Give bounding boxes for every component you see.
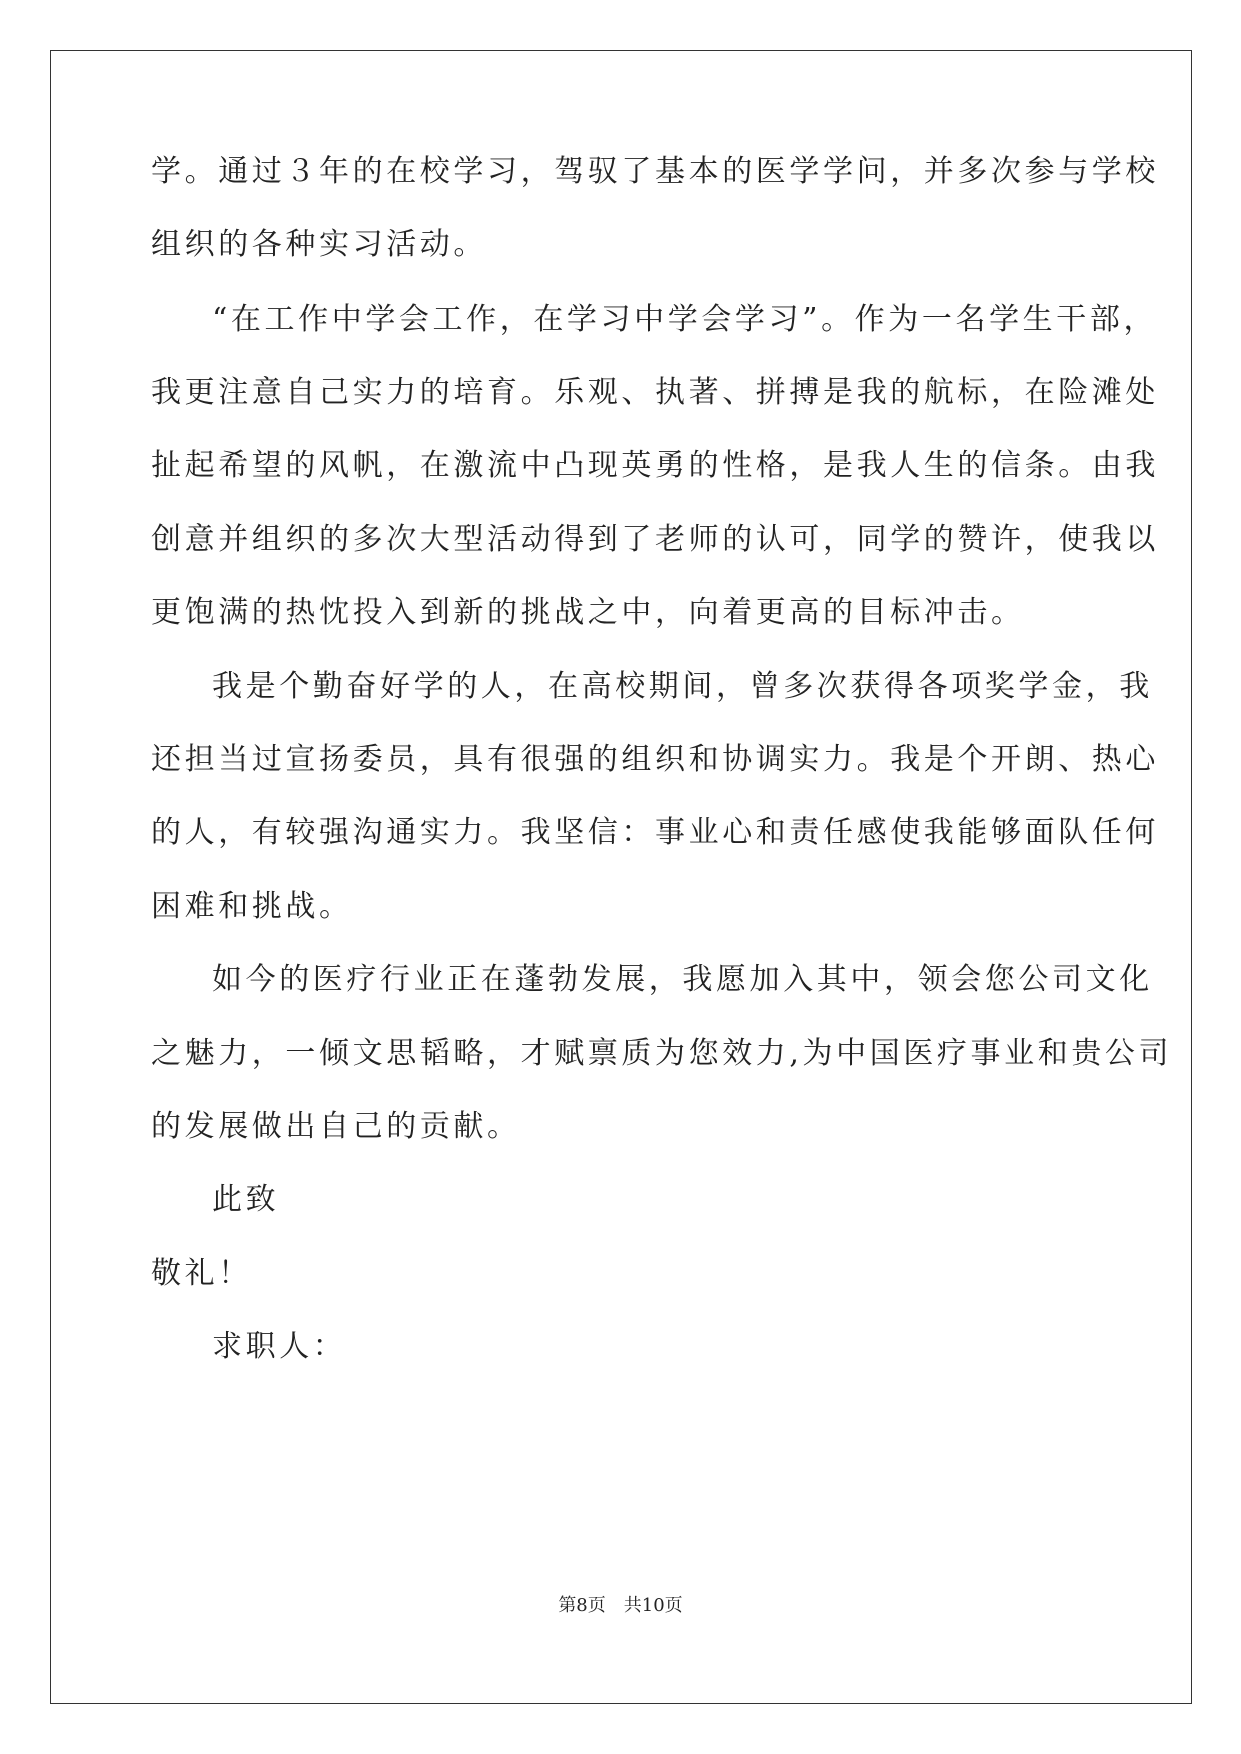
signature-label: 求职人： [212,1329,347,1364]
body-line: 之魅力，一倾文思韬略，才赋禀质为您效力,为中国医疗事业和贵公司 [151,1036,1173,1071]
body-line: 组织的各种实习活动。 [151,227,487,262]
body-line: 困难和挑战。 [151,889,353,924]
body-line: 更饱满的热忱投入到新的挑战之中，向着更高的目标冲击。 [151,595,1025,630]
body-line: 还担当过宣扬委员，具有很强的组织和协调实力。我是个开朗、热心 [151,742,1159,777]
body-line: 的发展做出自己的贡献。 [151,1109,521,1144]
body-line: 我是个勤奋好学的人，在高校期间，曾多次获得各项奖学金，我 [212,669,1153,704]
body-line: 的人，有较强沟通实力。我坚信：事业心和责任感使我能够面队任何 [151,815,1159,850]
body-line: 学。通过３年的在校学习，驾驭了基本的医学学问，并多次参与学校 [151,154,1159,189]
body-line: 如今的医疗行业正在蓬勃发展，我愿加入其中，领会您公司文化 [212,962,1153,997]
body-line: “在工作中学会工作，在学习中学会学习”。作为一名学生干部， [212,302,1158,337]
body-line: 我更注意自己实力的培育。乐观、执著、拼搏是我的航标，在险滩处 [151,375,1159,410]
body-line: 扯起希望的风帆，在激流中凸现英勇的性格，是我人生的信条。由我 [151,448,1159,483]
closing-regards: 敬礼！ [151,1256,252,1291]
body-line: 创意并组织的多次大型活动得到了老师的认可，同学的赞许，使我以 [151,522,1159,557]
page-number-footer: 第8页 共10页 [558,1595,683,1616]
closing-salutation: 此致 [212,1182,280,1217]
page-border [50,50,1192,1704]
